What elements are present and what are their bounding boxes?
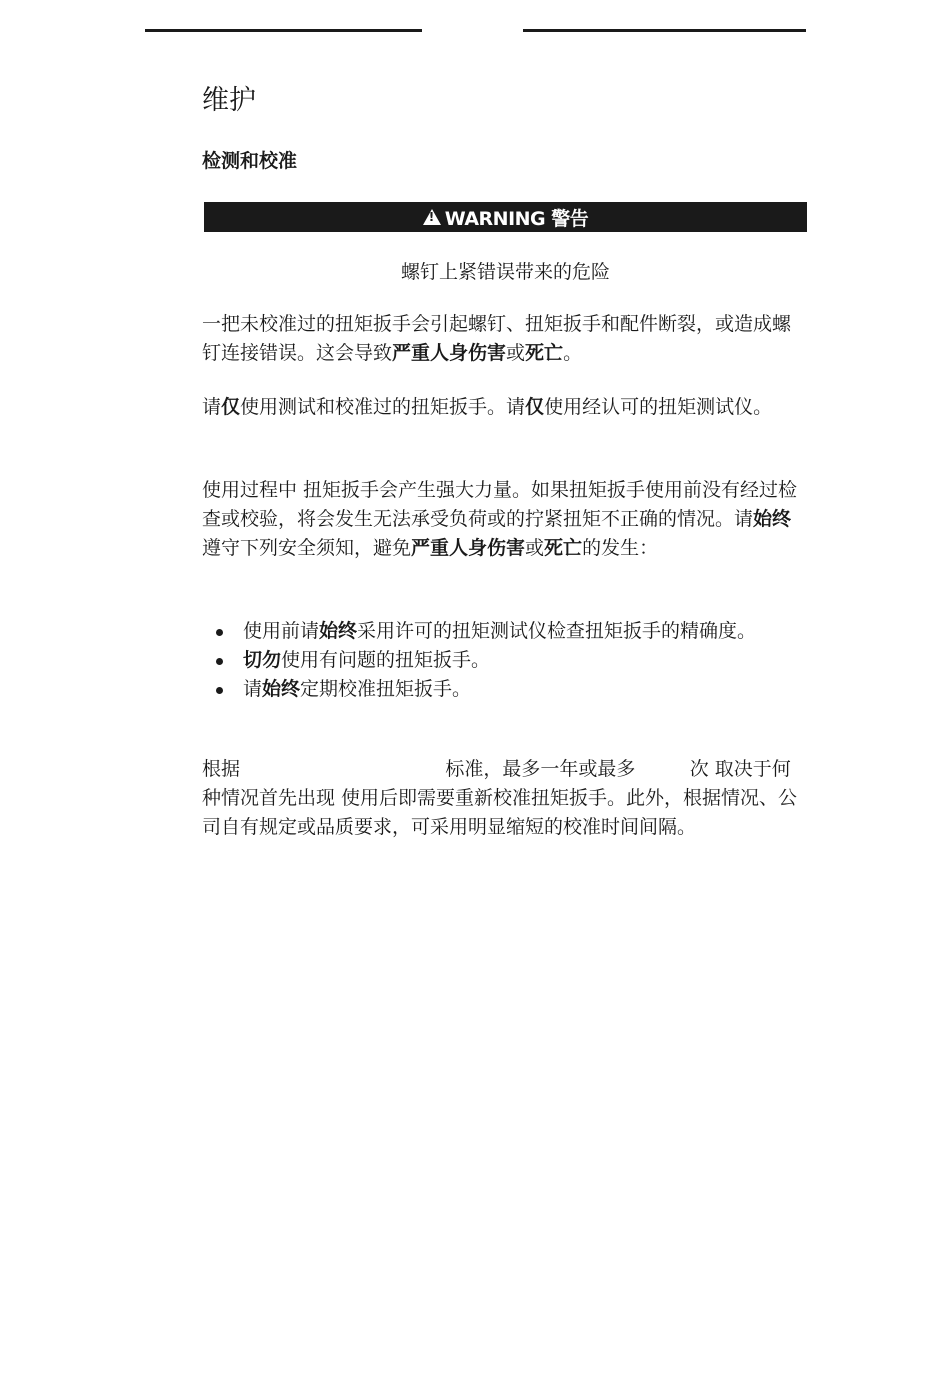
warning-banner [204, 202, 807, 232]
warning-label: WARNING 警告 [444, 207, 589, 230]
section-title: 维护 [202, 85, 256, 116]
list-item: 请始终定期校准扭矩扳手。 [202, 675, 807, 704]
paragraph-force-warning: 使用过程中 扭矩扳手会产生强大力量。如果扭矩扳手使用前没有经过检查或校验，将会发生无法承受负荷或的拧紧扭矩不正确的情况。请始终遵守下列安全须知，避免严重人身伤害或死亡的发生： [202, 479, 798, 559]
warning-triangle-icon [423, 209, 441, 225]
list-item: 使用前请始终采用许可的扭矩测试仪检查扭矩扳手的精确度。 [202, 617, 807, 646]
subsection-title: 检测和校准 [202, 150, 298, 172]
paragraph-breakage-risk: 一把未校准过的扭矩扳手会引起螺钉、扭矩扳手和配件断裂，或造成螺钉连接错误。这会导致严重人身伤害或死亡。 [202, 313, 792, 364]
paragraph-calibration-interval: 根据 标准，最多一年或最多 次 取决于何种情况首先出现 使用后即需要重新校准扭矩扳手。此外，根据情况、公司自有规定或品质要求，可采用明显缩短的校准时间间隔。 [202, 758, 798, 838]
emphasis: 严重人身伤害 [411, 537, 526, 559]
emphasis: 仅 [525, 396, 545, 418]
paragraph-only-calibrated: 请仅使用测试和校准过的扭矩扳手。请仅使用经认可的扭矩测试仪。 [202, 396, 773, 418]
list-item: 切勿使用有问题的扭矩扳手。 [202, 646, 807, 675]
safety-list [202, 617, 807, 704]
emphasis: 始终 [753, 508, 792, 530]
emphasis: 死亡 [544, 537, 583, 559]
header-rule-right [523, 29, 806, 32]
emphasis: 死亡 [525, 342, 564, 364]
emphasis: 严重人身伤害 [392, 342, 507, 364]
warning-title: 螺钉上紧错误带来的危险 [400, 261, 610, 283]
emphasis: 仅 [221, 396, 241, 418]
header-rule-left [145, 29, 422, 32]
